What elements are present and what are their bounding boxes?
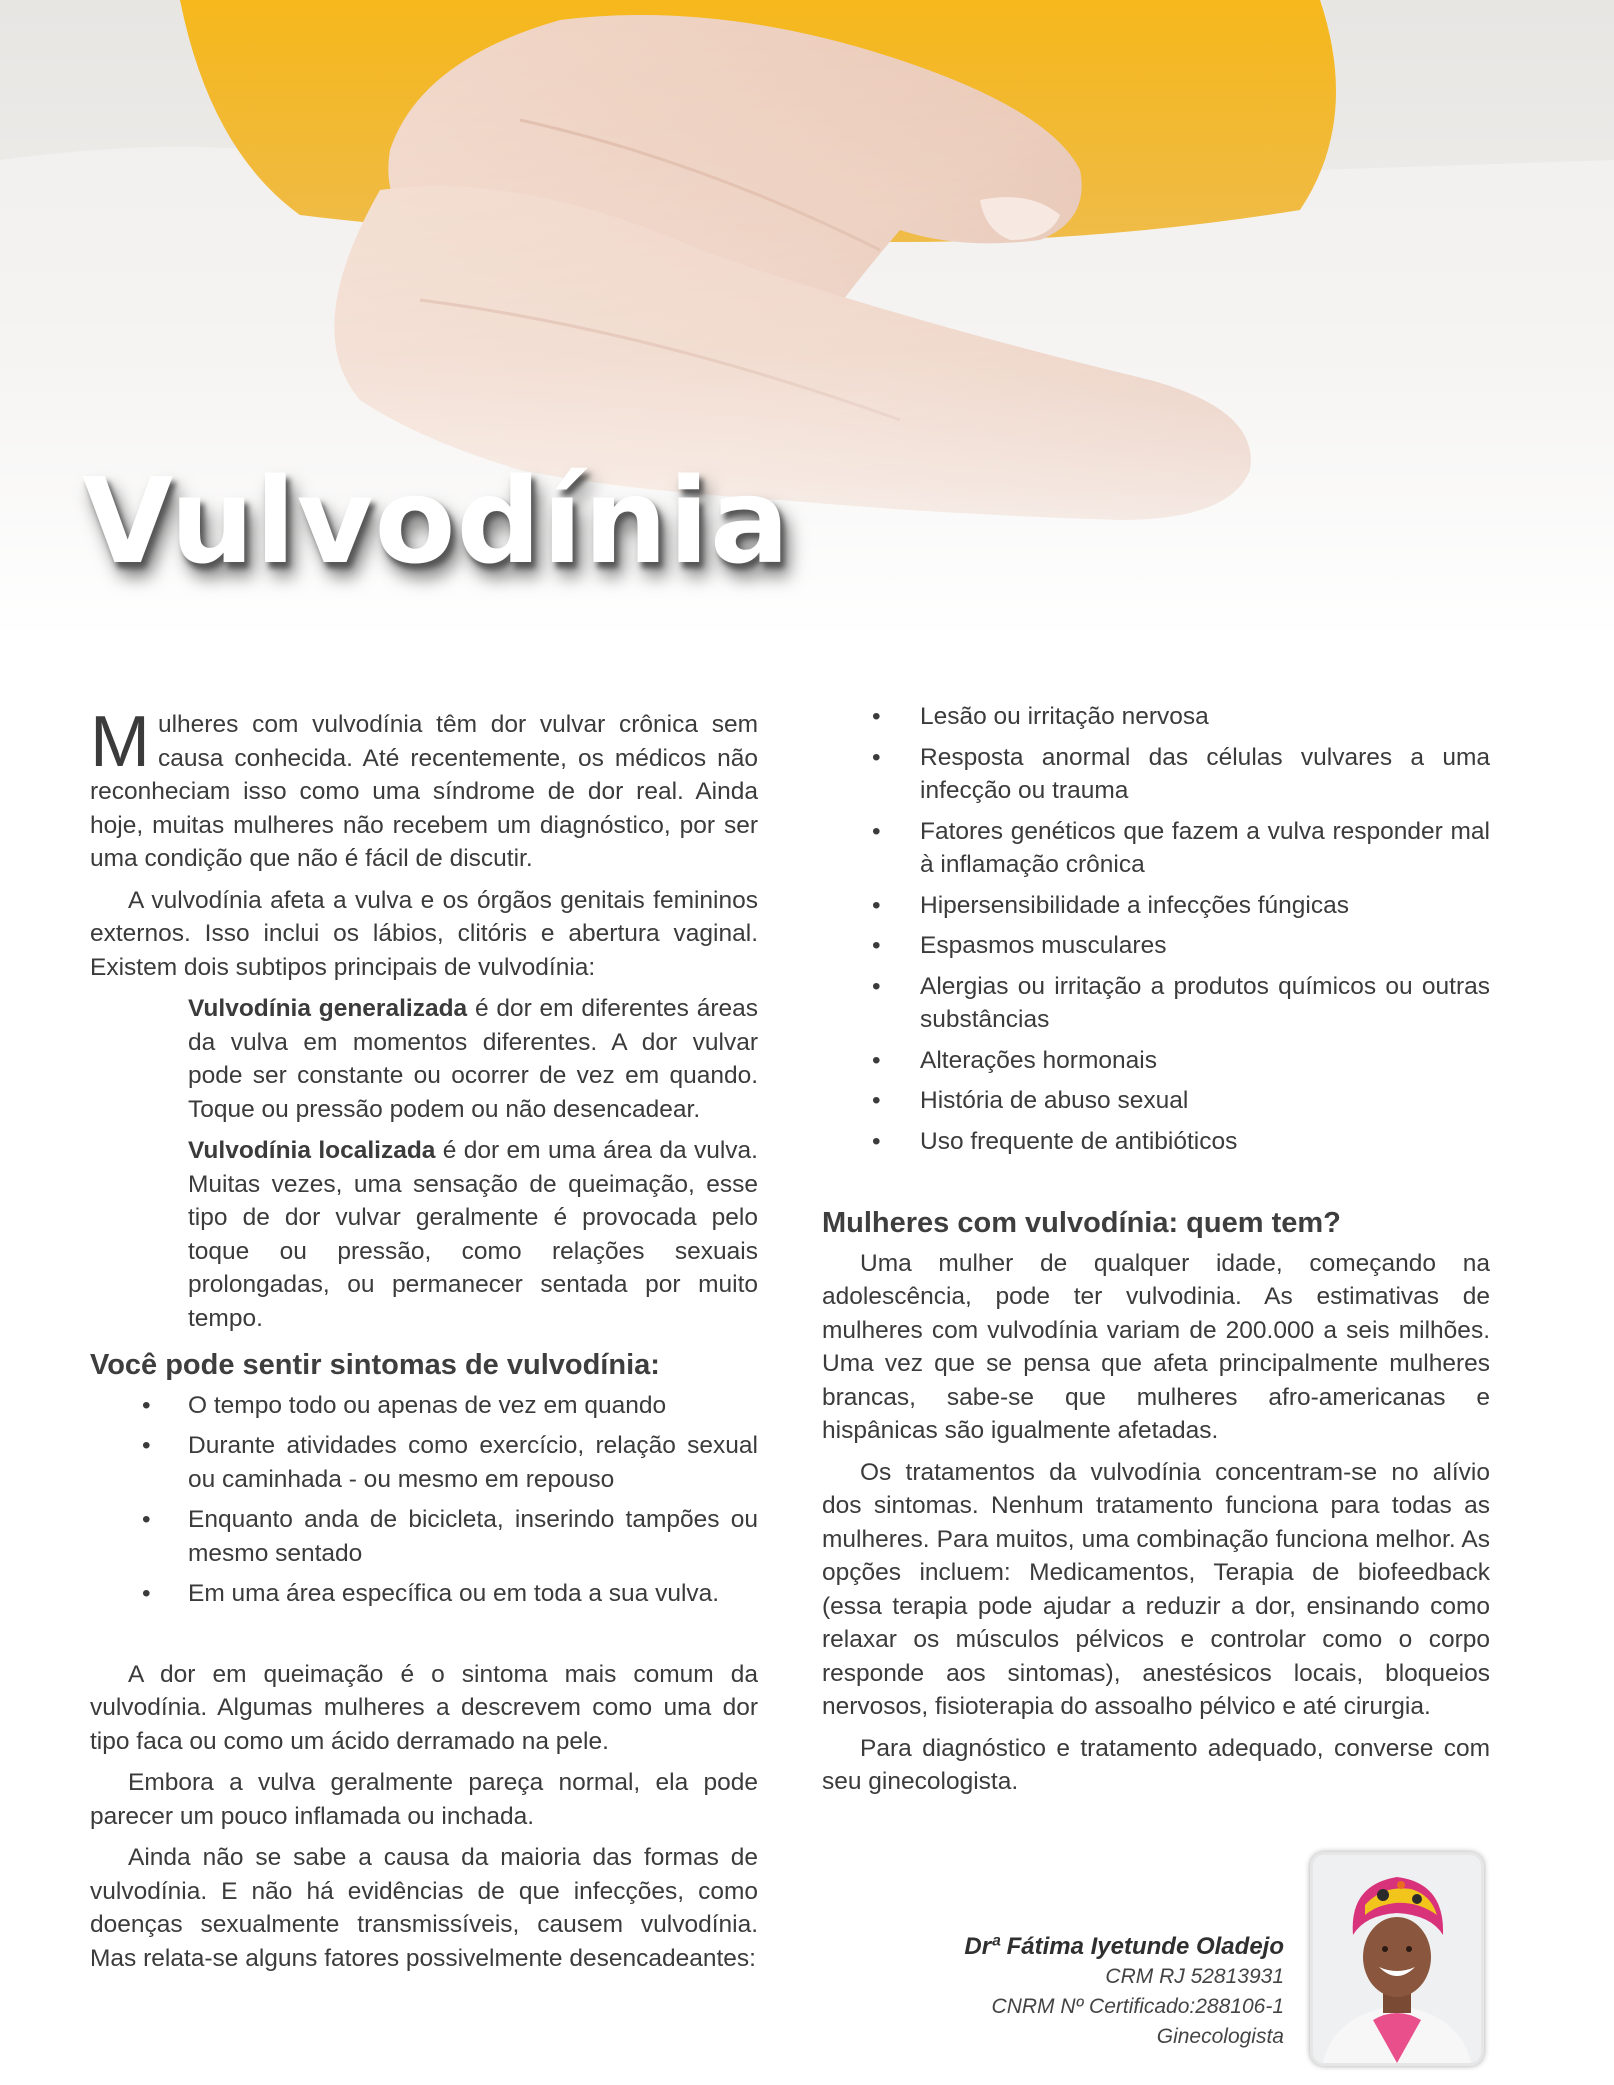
subtype-term: Vulvodínia localizada	[188, 1137, 436, 1164]
list-item-text: Durante atividades como exercício, relação sexual ou caminhada - ou mesmo em repouso	[188, 1432, 758, 1493]
bullet-icon: •	[142, 1580, 151, 1607]
bullet-icon: •	[872, 1046, 881, 1074]
bullet-icon: •	[872, 743, 881, 771]
drop-cap: M	[90, 702, 150, 782]
page-title: Vulvodínia	[82, 452, 791, 590]
subtype-text: é dor em diferentes áreas da vulva em momentos diferentes. A dor vulvar pode ser constante ou ocorrer de vez em quando. Toque ou pressão podem ou não desencadear.	[188, 995, 758, 1123]
list-item-text: Fatores genéticos que fazem a vulva responder mal à inflamação crônica	[920, 817, 1490, 878]
list-item-text: Resposta anormal das células vulvares a uma infecção ou trauma	[920, 743, 1490, 804]
author-crm: CRM RJ 52813931	[1105, 1965, 1284, 1988]
subtype-term: Vulvodínia generalizada	[188, 995, 468, 1022]
bullet-icon: •	[872, 1127, 881, 1155]
list-item-text: Uso frequente de antibióticos	[920, 1127, 1238, 1155]
subtype-localizada	[188, 1134, 758, 1335]
paragraph-appearance: Embora a vulva geralmente pareça normal, ela pode parecer um pouco inflamada ou inchada.	[90, 1769, 758, 1830]
paragraph-causes: Ainda não se sabe a causa da maioria das formas de vulvodínia. E não há evidências de que infecções, como doenças sexualmente transmissíveis, causem vulvodínia. Mas relata-se alguns fatores possivelmente desencadeantes:	[90, 1844, 758, 1972]
paragraph-burning: A dor em queimação é o sintoma mais comum da vulvodínia. Algumas mulheres a descrevem como uma dor tipo faca ou como um ácido derramado na pele.	[90, 1660, 758, 1755]
list-item	[822, 1044, 1490, 1078]
list-item	[822, 815, 1490, 882]
header-photo	[0, 0, 1614, 640]
list-item	[822, 700, 1490, 734]
bullet-icon: •	[872, 932, 881, 959]
intro-paragraph	[90, 702, 758, 876]
list-item-text: Alergias ou irritação a produtos químicos ou outras substâncias	[920, 972, 1490, 1033]
list-item-text: Em uma área específica ou em toda a sua vulva.	[188, 1580, 720, 1607]
factors-list	[822, 700, 1490, 1158]
list-item-text: História de abuso sexual	[920, 1087, 1189, 1114]
list-item-text: Hipersensibilidade a infecções fúngicas	[920, 891, 1350, 919]
who-heading: Mulheres com vulvodínia: quem tem?	[822, 1207, 1341, 1239]
subtype-generalizada	[188, 992, 758, 1126]
bullet-icon: •	[142, 1391, 151, 1419]
author-photo	[1310, 1852, 1484, 2066]
list-item-text: Espasmos musculares	[920, 932, 1167, 959]
bullet-icon: •	[872, 891, 881, 919]
paragraph-treatment: Os tratamentos da vulvodínia concentram-se no alívio dos sintomas. Nenhum tratamento funciona para todas as mulheres. Para muitos, uma combinação funciona melhor. As opções incluem: Medicamentos, Terapia de biofeedback (essa terapia pode ajudar a reduzir a dor, ensinando como relaxar os músculos pélvicos e controlar como o corpo responde aos sintomas), anestésicos locais, bloqueios nervosos, fisioterapia do assoalho pélvico e até cirurgia.	[822, 1458, 1490, 1720]
list-item	[822, 1084, 1490, 1118]
list-item	[822, 970, 1490, 1037]
author-signature	[964, 1932, 1284, 2052]
list-item	[90, 1503, 758, 1570]
list-item-text: Alterações hormonais	[920, 1046, 1157, 1074]
paragraph-who: Uma mulher de qualquer idade, começando na adolescência, pode ter vulvodinia. As estimativas de mulheres com vulvodínia variam de 200.000 a seis milhões. Uma vez que se pensa que afeta principalmente mulheres brancas, sabe-se que mulheres afro-americanas e hispânicas são igualmente afetadas.	[822, 1249, 1490, 1444]
list-item	[90, 1389, 758, 1423]
list-item	[822, 741, 1490, 808]
symptoms-list	[90, 1389, 758, 1611]
list-item	[90, 1429, 758, 1496]
bullet-icon: •	[142, 1506, 151, 1533]
bullet-icon: •	[142, 1432, 151, 1459]
paragraph-advice: Para diagnóstico e tratamento adequado, converse com seu ginecologista.	[822, 1734, 1490, 1795]
list-item	[90, 1577, 758, 1611]
list-item	[822, 929, 1490, 963]
right-column	[822, 700, 1490, 1807]
author-name: Drª Fátima Iyetunde Oladejo	[964, 1933, 1284, 1960]
symptoms-heading: Você pode sentir sintomas de vulvodínia:	[90, 1349, 660, 1381]
left-column	[90, 700, 758, 1983]
list-item	[822, 1125, 1490, 1159]
paragraph-subtypes: A vulvodínia afeta a vulva e os órgãos genitais femininos externos. Isso inclui os lábios, clitóris e abertura vaginal. Existem dois subtipos principais de vulvodínia:	[90, 886, 758, 981]
subtype-text: é dor em uma área da vulva. Muitas vezes, uma sensação de queimação, esse tipo de dor vulvar geralmente é provocada pelo toque ou pressão, como relações sexuais prolongadas, ou permanecer sentada por muito tempo.	[188, 1137, 758, 1332]
bullet-icon: •	[872, 703, 881, 730]
bullet-icon: •	[872, 817, 881, 845]
list-item	[822, 889, 1490, 923]
author-portrait-illustration	[1313, 1855, 1481, 2063]
bullet-icon: •	[872, 1087, 881, 1114]
author-cnrm: CNRM Nº Certificado:288106-1	[991, 1995, 1284, 2018]
list-item-text: Enquanto anda de bicicleta, inserindo tampões ou mesmo sentado	[188, 1506, 758, 1567]
author-role: Ginecologista	[1156, 2025, 1284, 2048]
list-item-text: O tempo todo ou apenas de vez em quando	[188, 1391, 667, 1419]
list-item-text: Lesão ou irritação nervosa	[920, 703, 1209, 730]
bullet-icon: •	[872, 972, 881, 1000]
intro-text: ulheres com vulvodínia têm dor vulvar crônica sem causa conhecida. Até recentemente, os médicos não reconheciam isso como uma síndrome de dor real. Ainda hoje, muitas mulheres não recebem um diagnóstico, por ser uma condição que não é fácil de discutir.	[90, 711, 758, 872]
